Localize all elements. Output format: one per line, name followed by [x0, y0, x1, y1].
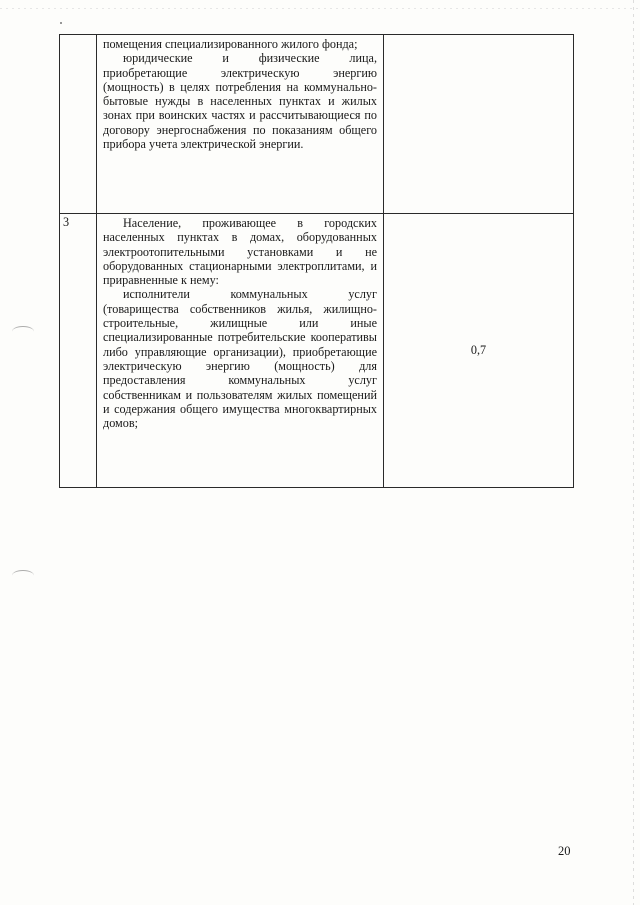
page-number: 20 [558, 844, 571, 858]
description-paragraph: помещения специализированного жилого фонда; [103, 37, 358, 51]
description-paragraph: юридические и физические лица, приобретающие электрическую энергию (мощность) в целях потребления на коммунально-бытовые нужды в населенных пунктах и жилых зонах при воинских частях и рассчитывающиеся по договору энергоснабжения по показаниям общего прибора учета электрической энергии. [103, 51, 377, 152]
scan-speck [60, 22, 62, 24]
row-description-cell [97, 214, 384, 488]
punch-hole-mark [12, 326, 34, 337]
description-paragraph: Население, проживающее в городских населенных пунктах в домах, оборудованных электроотопительными установками и не оборудованных стационарными электроплитами, и приравненные к нему: [103, 216, 377, 288]
scan-edge-right [633, 0, 634, 905]
description-paragraph: исполнители коммунальных услуг (товарищества собственников жилья, жилищно-строительные, жилищные или иные специализированные потребительские кооперативы либо управляющие организации), приобретающие электрическую энергию (мощность) для предоставления коммунальных услуг собственникам и пользователям жилых помещений и содержания общего имущества многоквартирных домов; [103, 287, 377, 431]
row-value-cell [384, 35, 574, 214]
row-value-cell: 0,7 [384, 214, 574, 488]
row-number-cell [60, 35, 97, 214]
punch-hole-mark [12, 570, 34, 581]
row-description-cell [97, 35, 384, 214]
table-row [60, 214, 574, 488]
tariff-table [59, 34, 574, 488]
row-number-cell: 3 [60, 214, 97, 488]
table-row [60, 35, 574, 214]
scan-edge-top [0, 8, 640, 9]
